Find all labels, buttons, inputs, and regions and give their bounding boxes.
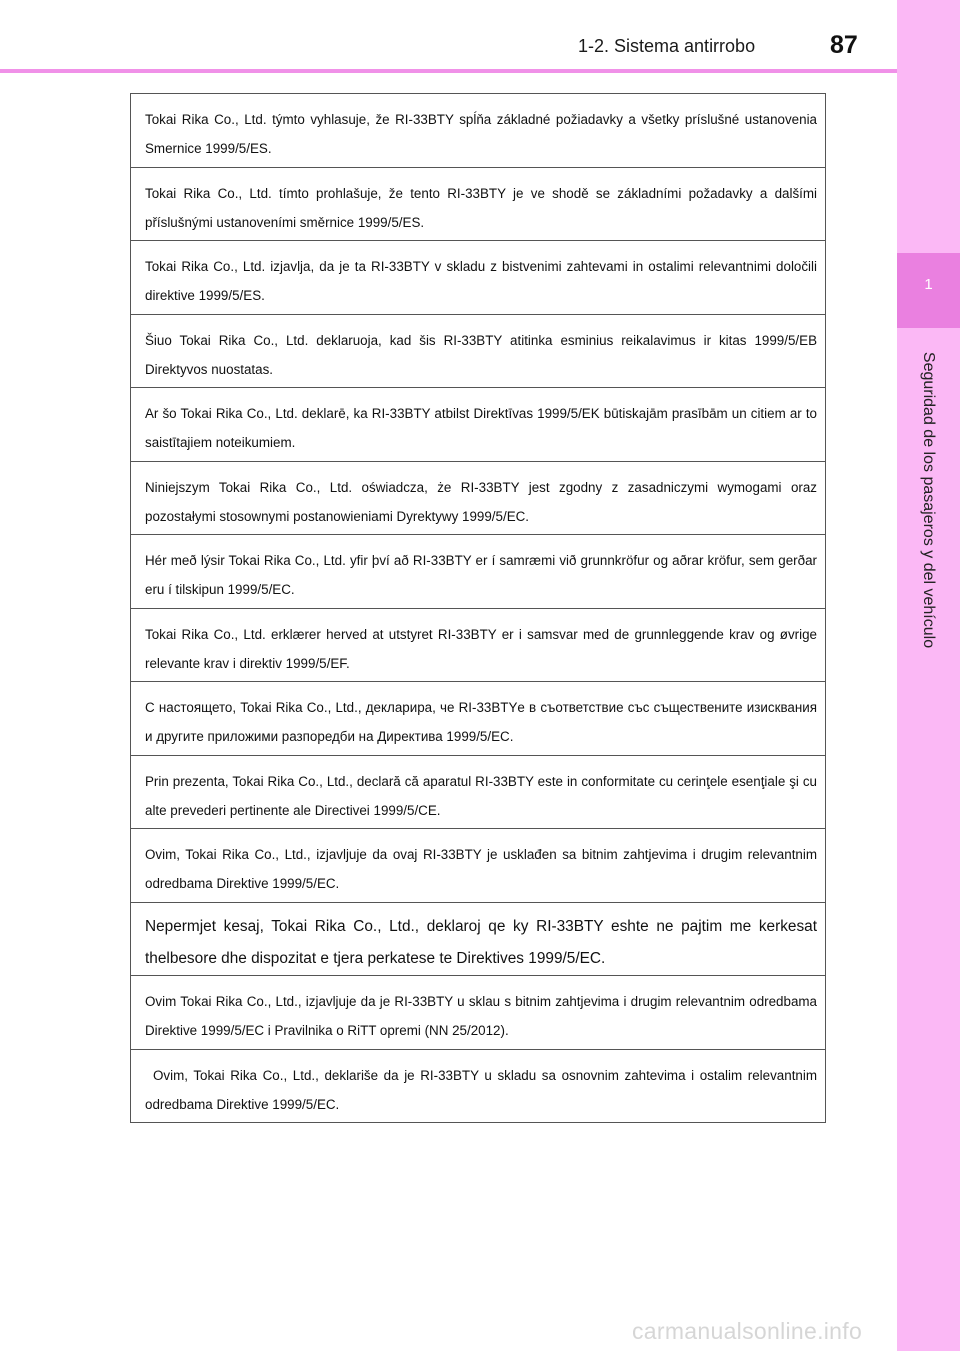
declaration-text: Ovim Tokai Rika Co., Ltd., izjavljuje da je RI-33BTY u sklau s bitnim zahtjevima i drugim relevantnim odredbama Direktive 1999/5/EC i Pravilnika o RiTT opremi (NN 25/2012). [145,994,817,1039]
declaration-row-slovenian [131,241,825,315]
header-divider [0,69,897,73]
declaration-text: Šiuo Tokai Rika Co., Ltd. deklaruoja, kad šis RI-33BTY atitinka esminius reikalavimus ir kitas 1999/5/EB Direktyvos nuostatas. [145,332,817,377]
declaration-text: Tokai Rika Co., Ltd. erklærer herved at utstyret RI-33BTY er i samsvar med de grunnleggende krav og øvrige relevante krav i direktiv 1999/5/EF. [145,626,817,671]
declaration-row-icelandic [131,535,825,609]
declaration-text: Hér með lýsir Tokai Rika Co., Ltd. yfir því að RI-33BTY er í samræmi við grunnkröfur og aðrar kröfur, sem gerðar eru í tilskipun 1999/5/EC. [145,553,817,598]
declaration-text: Nepermjet kesaj, Tokai Rika Co., Ltd., deklaroj qe ky RI-33BTY eshte ne pajtim me kerkesat thelbesore dhe dispozitat e tjera perkatese te Direktives 1999/5/EC. [145,917,817,967]
declaration-text: С настоящето, Tokai Rika Co., Ltd., декларира, че RI-33BTYе в съответствие със съществените изисквания и другите приложими разпоредби на Директива 1999/5/EC. [145,700,817,745]
declaration-row-croatian [131,976,825,1050]
declaration-text: Tokai Rika Co., Ltd. izjavlja, da je ta RI-33BTY v skladu z bistvenimi zahtevami in ostalimi relevantnimi določili direktive 1999/5/ES. [145,259,817,304]
declaration-text: Ovim, Tokai Rika Co., Ltd., deklariše da je RI-33BTY u skladu sa osnovnim zahtevima i ostalim relevantnim odredbama Direktive 1999/5/EC. [145,1067,817,1112]
watermark: carmanualsonline.info [632,1318,863,1344]
declaration-row-albanian [131,903,825,977]
declaration-row-slovak [131,94,825,168]
declaration-text: Niniejszym Tokai Rika Co., Ltd. oświadcza, że RI-33BTY jest zgodny z zasadniczymi wymogami oraz pozostałymi stosownymi postanowieniami Dyrektywy 1999/5/EC. [145,479,817,524]
declaration-row-czech [131,168,825,242]
section-title: 1-2. Sistema antirrobo [578,36,756,56]
declaration-row-polish [131,462,825,536]
declaration-text: Ovim, Tokai Rika Co., Ltd., izjavljuje da ovaj RI-33BTY je usklađen sa bitnim zahtjevima i drugim relevantnim odredbama Direktive 1999/5/EC. [145,847,817,892]
chapter-title: Seguridad de los pasajeros y del vehículo [920,351,937,649]
declaration-row-norwegian [131,609,825,683]
declaration-row-lithuanian [131,315,825,389]
declaration-row-serbian [131,1050,825,1123]
declaration-text: Tokai Rika Co., Ltd. tímto prohlašuje, že tento RI-33BTY je ve shodě se základními požadavky a dalšími příslušnými ustanoveními směrnice 1999/5/ES. [145,185,817,230]
declaration-row-bulgarian [131,682,825,756]
declaration-row-bosnian [131,829,825,903]
page-header [0,0,897,72]
declarations-table [130,93,826,1123]
chapter-number: 1 [897,253,960,328]
declaration-row-romanian [131,756,825,830]
declaration-text: Prin prezenta, Tokai Rika Co., Ltd., declară că aparatul RI-33BTY este in conformitate cu cerinţele esenţiale şi cu alte prevederi pertinente ale Directivei 1999/5/CE. [145,773,817,818]
chapter-side-tab [897,0,960,1351]
declaration-row-latvian [131,388,825,462]
page-number: 87 [830,31,858,59]
declaration-text: Ar šo Tokai Rika Co., Ltd. deklarē, ka RI-33BTY atbilst Direktīvas 1999/5/EK būtiskajām prasībām un citiem ar to saistītajiem noteikumiem. [145,406,817,451]
declaration-text: Tokai Rika Co., Ltd. týmto vyhlasuje, že RI-33BTY spĺňa základné požiadavky a všetky príslušné ustanovenia Smernice 1999/5/ES. [145,112,817,157]
